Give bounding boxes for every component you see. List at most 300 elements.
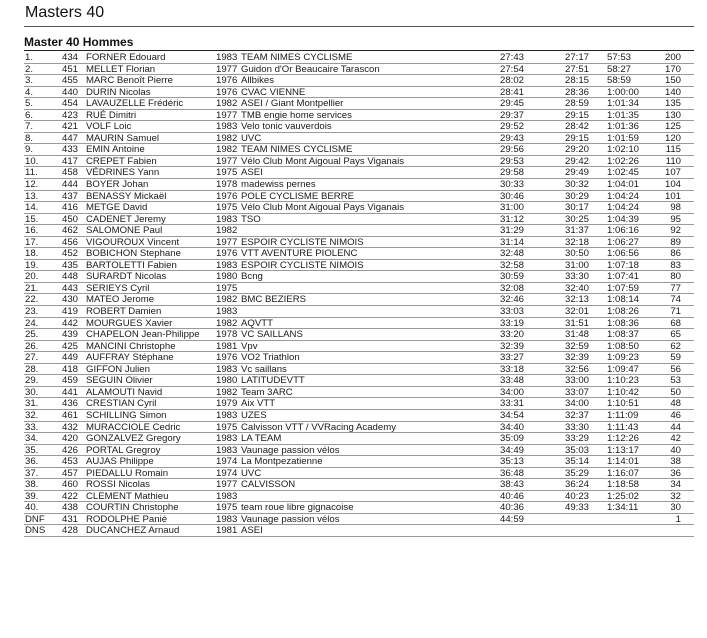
lap-time-2-cell: 31:48 bbox=[565, 329, 590, 341]
rider-name-cell: GIFFON Julien bbox=[86, 363, 150, 375]
bib-number-cell: 459 bbox=[61, 375, 78, 387]
lap-time-1-cell: 34:54 bbox=[500, 409, 525, 421]
birth-year-cell: 1982 bbox=[216, 386, 238, 398]
club-cell: Bcng bbox=[241, 271, 263, 283]
lap-time-1-cell: 28:02 bbox=[500, 75, 525, 87]
rank-cell: 5. bbox=[25, 98, 34, 110]
bib-number-cell: 428 bbox=[61, 525, 78, 537]
points-cell: 68 bbox=[670, 317, 681, 329]
rank-cell: DNS bbox=[25, 525, 46, 537]
club-cell: ESPOIR CYCLISTE NIMOIS bbox=[241, 236, 364, 248]
rider-name-cell: SEGUIN Olivier bbox=[86, 375, 153, 387]
rank-cell: 18. bbox=[25, 248, 39, 260]
rank-cell: 40. bbox=[25, 502, 39, 514]
bib-number-cell: 417 bbox=[61, 155, 78, 167]
total-time-cell: 1:04:39 bbox=[607, 213, 640, 225]
result-row bbox=[24, 514, 694, 526]
club-cell: Vpv bbox=[241, 340, 258, 352]
points-cell: 50 bbox=[670, 386, 681, 398]
points-cell: 170 bbox=[664, 63, 681, 75]
result-row bbox=[24, 306, 694, 318]
bib-number-cell: 458 bbox=[61, 167, 78, 179]
total-time-cell: 1:04:24 bbox=[607, 202, 640, 214]
birth-year-cell: 1976 bbox=[216, 352, 238, 364]
rank-cell: DNF bbox=[25, 513, 45, 525]
points-cell: 135 bbox=[664, 98, 681, 110]
birth-year-cell: 1983 bbox=[216, 444, 238, 456]
points-cell: 86 bbox=[670, 248, 681, 260]
lap-time-2-cell: 34:00 bbox=[565, 398, 590, 410]
total-time-cell: 1:11:09 bbox=[607, 409, 639, 421]
club-cell: Vélo Club Mont Aigoual Pays Viganais bbox=[241, 155, 405, 167]
lap-time-1-cell: 29:37 bbox=[500, 109, 525, 121]
birth-year-cell: 1983 bbox=[216, 490, 238, 502]
rider-name-cell: SERIEYS Cyril bbox=[86, 282, 150, 294]
lap-time-2-cell: 32:39 bbox=[565, 352, 590, 364]
rank-cell: 12. bbox=[25, 179, 39, 191]
rank-cell: 11. bbox=[25, 167, 38, 179]
rank-cell: 1. bbox=[25, 52, 34, 63]
result-row bbox=[24, 433, 694, 445]
lap-time-1-cell: 33:48 bbox=[500, 375, 525, 387]
total-time-cell: 1:08:26 bbox=[607, 306, 640, 318]
lap-time-1-cell: 32:48 bbox=[500, 248, 525, 260]
points-cell: 150 bbox=[664, 75, 681, 87]
results-table bbox=[24, 52, 694, 537]
rank-cell: 38. bbox=[25, 479, 39, 491]
lap-time-1-cell: 30:46 bbox=[500, 190, 525, 202]
birth-year-cell: 1977 bbox=[216, 63, 238, 75]
club-cell: BMC BEZIERS bbox=[241, 294, 307, 306]
rider-name-cell: MELLET Florian bbox=[86, 63, 156, 75]
points-cell: 56 bbox=[670, 363, 681, 375]
club-cell: Allbikes bbox=[241, 75, 275, 87]
bib-number-cell: 447 bbox=[61, 132, 78, 144]
birth-year-cell: 1983 bbox=[216, 213, 238, 225]
total-time-cell: 1:00:00 bbox=[607, 86, 640, 98]
total-time-cell: 1:06:16 bbox=[607, 225, 640, 237]
rank-cell: 16. bbox=[25, 225, 39, 237]
birth-year-cell: 1978 bbox=[216, 329, 238, 341]
points-cell: 104 bbox=[664, 179, 681, 191]
bib-number-cell: 456 bbox=[61, 236, 78, 248]
rank-cell: 14. bbox=[25, 202, 39, 214]
bib-number-cell: 442 bbox=[61, 317, 78, 329]
rank-cell: 35. bbox=[25, 444, 39, 456]
lap-time-1-cell: 34:00 bbox=[500, 386, 525, 398]
lap-time-1-cell: 29:58 bbox=[500, 167, 525, 179]
birth-year-cell: 1977 bbox=[216, 155, 238, 167]
lap-time-2-cell: 28:59 bbox=[565, 98, 590, 110]
rank-cell: 7. bbox=[25, 121, 34, 133]
lap-time-2-cell: 29:20 bbox=[565, 144, 590, 156]
result-row bbox=[24, 318, 694, 330]
rider-name-cell: MARC Benoît Pierre bbox=[86, 75, 173, 87]
club-cell: UVC bbox=[241, 467, 262, 479]
result-row bbox=[24, 525, 694, 537]
points-cell: 130 bbox=[664, 109, 681, 121]
total-time-cell: 1:04:01 bbox=[607, 179, 640, 191]
lap-time-1-cell: 31:14 bbox=[500, 236, 525, 248]
lap-time-2-cell: 27:51 bbox=[565, 63, 590, 75]
rank-cell: 3. bbox=[25, 75, 34, 87]
total-time-cell: 1:10:23 bbox=[607, 375, 640, 387]
lap-time-1-cell: 38:43 bbox=[500, 479, 525, 491]
total-time-cell: 1:08:14 bbox=[607, 294, 640, 306]
birth-year-cell: 1975 bbox=[216, 502, 238, 514]
result-row bbox=[24, 329, 694, 341]
total-time-cell: 1:07:18 bbox=[607, 259, 640, 271]
birth-year-cell: 1977 bbox=[216, 236, 238, 248]
birth-year-cell: 1983 bbox=[216, 513, 238, 525]
birth-year-cell: 1977 bbox=[216, 479, 238, 491]
points-cell: 42 bbox=[670, 433, 681, 445]
lap-time-1-cell: 33:27 bbox=[500, 352, 525, 364]
result-row bbox=[24, 260, 694, 272]
lap-time-1-cell: 27:43 bbox=[500, 52, 525, 63]
rider-name-cell: ROSSI Nicolas bbox=[86, 479, 150, 491]
birth-year-cell: 1983 bbox=[216, 433, 238, 445]
result-row bbox=[24, 202, 694, 214]
lap-time-2-cell: 33:29 bbox=[565, 433, 590, 445]
points-cell: 83 bbox=[670, 259, 681, 271]
rider-name-cell: ROBERT Damien bbox=[86, 306, 162, 318]
lap-time-1-cell: 32:58 bbox=[500, 259, 525, 271]
points-cell: 32 bbox=[670, 490, 681, 502]
rank-cell: 39. bbox=[25, 490, 39, 502]
rider-name-cell: GONZALVEZ Gregory bbox=[86, 433, 181, 445]
bib-number-cell: 449 bbox=[61, 352, 78, 364]
club-cell: Team 3ARC bbox=[241, 386, 293, 398]
total-time-cell: 57:53 bbox=[607, 52, 632, 63]
lap-time-1-cell: 44:59 bbox=[500, 513, 525, 525]
bib-number-cell: 455 bbox=[61, 75, 78, 87]
birth-year-cell: 1976 bbox=[216, 86, 238, 98]
rider-name-cell: CLEMENT Mathieu bbox=[86, 490, 169, 502]
result-row bbox=[24, 271, 694, 283]
lap-time-2-cell: 32:37 bbox=[565, 409, 590, 421]
club-cell: Vaunage passion vélos bbox=[241, 444, 340, 456]
rank-cell: 15. bbox=[25, 213, 39, 225]
club-cell: CALVISSON bbox=[241, 479, 296, 491]
result-row bbox=[24, 491, 694, 503]
points-cell: 89 bbox=[670, 236, 681, 248]
result-row bbox=[24, 110, 694, 122]
rider-name-cell: PIEDALLU Romain bbox=[86, 467, 169, 479]
lap-time-1-cell: 34:49 bbox=[500, 444, 525, 456]
lap-time-2-cell: 29:15 bbox=[565, 109, 590, 121]
bib-number-cell: 434 bbox=[61, 52, 78, 63]
lap-time-1-cell: 30:33 bbox=[500, 179, 525, 191]
club-cell: Aix VTT bbox=[241, 398, 276, 410]
rider-name-cell: MURACCIOLE Cedric bbox=[86, 421, 181, 433]
lap-time-2-cell: 32:40 bbox=[565, 282, 590, 294]
bib-number-cell: 454 bbox=[61, 98, 78, 110]
bib-number-cell: 423 bbox=[61, 109, 78, 121]
bib-number-cell: 439 bbox=[61, 329, 78, 341]
birth-year-cell: 1982 bbox=[216, 144, 238, 156]
lap-time-2-cell: 35:03 bbox=[565, 444, 590, 456]
total-time-cell: 1:13:17 bbox=[607, 444, 640, 456]
rider-name-cell: EMIN Antoine bbox=[86, 144, 145, 156]
lap-time-2-cell: 29:49 bbox=[565, 167, 590, 179]
result-row bbox=[24, 398, 694, 410]
club-cell: TEAM NIMES CYCLISME bbox=[241, 52, 353, 63]
lap-time-2-cell: 32:01 bbox=[565, 306, 590, 318]
club-cell: team roue libre gignacoise bbox=[241, 502, 354, 514]
lap-time-1-cell: 27:54 bbox=[500, 63, 525, 75]
lap-time-2-cell: 31:37 bbox=[565, 225, 590, 237]
points-cell: 200 bbox=[664, 52, 681, 63]
lap-time-1-cell: 28:41 bbox=[500, 86, 525, 98]
club-cell: La Montpezatienne bbox=[241, 456, 323, 468]
result-row bbox=[24, 410, 694, 422]
rank-cell: 8. bbox=[25, 132, 34, 144]
total-time-cell: 1:07:41 bbox=[607, 271, 640, 283]
rider-name-cell: MOURGUES Xavier bbox=[86, 317, 173, 329]
bib-number-cell: 419 bbox=[61, 306, 78, 318]
rank-cell: 4. bbox=[25, 86, 34, 98]
result-row bbox=[24, 179, 694, 191]
lap-time-2-cell: 32:13 bbox=[565, 294, 590, 306]
result-row bbox=[24, 144, 694, 156]
page-title: Masters 40 bbox=[25, 4, 105, 21]
birth-year-cell: 1979 bbox=[216, 398, 238, 410]
result-row bbox=[24, 98, 694, 110]
club-cell: VTT AVENTURE PIOLENC bbox=[241, 248, 358, 260]
lap-time-1-cell: 40:46 bbox=[500, 490, 525, 502]
total-time-cell: 1:02:45 bbox=[607, 167, 640, 179]
total-time-cell: 1:34:11 bbox=[607, 502, 639, 514]
bib-number-cell: 440 bbox=[61, 86, 78, 98]
points-cell: 125 bbox=[664, 121, 681, 133]
club-cell: ASEI / Giant Montpellier bbox=[241, 98, 344, 110]
rank-cell: 34. bbox=[25, 433, 39, 445]
points-cell: 98 bbox=[670, 202, 681, 214]
bib-number-cell: 435 bbox=[61, 259, 78, 271]
birth-year-cell: 1974 bbox=[216, 467, 238, 479]
rank-cell: 30. bbox=[25, 386, 39, 398]
result-row bbox=[24, 341, 694, 353]
rank-cell: 27. bbox=[25, 352, 39, 364]
club-cell: Velo tonic vauverdois bbox=[241, 121, 332, 133]
lap-time-1-cell: 35:09 bbox=[500, 433, 525, 445]
rank-cell: 9. bbox=[25, 144, 34, 156]
bib-number-cell: 448 bbox=[61, 271, 78, 283]
rider-name-cell: MATEO Jerome bbox=[86, 294, 155, 306]
club-cell: CVAC VIENNE bbox=[241, 86, 306, 98]
result-row bbox=[24, 456, 694, 468]
rank-cell: 31. bbox=[25, 398, 39, 410]
rank-cell: 21. bbox=[25, 282, 39, 294]
total-time-cell: 1:02:10 bbox=[607, 144, 640, 156]
rider-name-cell: SURARDT Nicolas bbox=[86, 271, 167, 283]
points-cell: 120 bbox=[664, 132, 681, 144]
result-row bbox=[24, 248, 694, 260]
lap-time-2-cell: 35:29 bbox=[565, 467, 590, 479]
result-row bbox=[24, 167, 694, 179]
result-row bbox=[24, 445, 694, 457]
birth-year-cell: 1976 bbox=[216, 190, 238, 202]
club-cell: VO2 Triathlon bbox=[241, 352, 300, 364]
bib-number-cell: 461 bbox=[61, 409, 78, 421]
total-time-cell: 1:08:50 bbox=[607, 340, 640, 352]
rider-name-cell: VOLF Loic bbox=[86, 121, 132, 133]
lap-time-2-cell: 49:33 bbox=[565, 502, 590, 514]
bib-number-cell: 433 bbox=[61, 144, 78, 156]
rider-name-cell: RODOLPHE Panié bbox=[86, 513, 168, 525]
club-cell: ASEI bbox=[241, 525, 263, 537]
birth-year-cell: 1983 bbox=[216, 121, 238, 133]
rank-cell: 13. bbox=[25, 190, 39, 202]
total-time-cell: 1:12:26 bbox=[607, 433, 640, 445]
rank-cell: 6. bbox=[25, 109, 34, 121]
result-row bbox=[24, 468, 694, 480]
lap-time-1-cell: 29:52 bbox=[500, 121, 525, 133]
points-cell: 80 bbox=[670, 271, 681, 283]
rider-name-cell: COURTIN Christophe bbox=[86, 502, 179, 514]
rank-cell: 19. bbox=[25, 259, 39, 271]
rider-name-cell: DUCANCHEZ Arnaud bbox=[86, 525, 180, 537]
lap-time-1-cell: 40:36 bbox=[500, 502, 525, 514]
lap-time-1-cell: 31:12 bbox=[500, 213, 525, 225]
rider-name-cell: METGE David bbox=[86, 202, 148, 214]
rider-name-cell: BOBICHON Stephane bbox=[86, 248, 181, 260]
lap-time-1-cell: 29:45 bbox=[500, 98, 525, 110]
rider-name-cell: BENASSY Mickaël bbox=[86, 190, 167, 202]
bib-number-cell: 425 bbox=[61, 340, 78, 352]
bib-number-cell: 431 bbox=[61, 513, 78, 525]
result-row bbox=[24, 214, 694, 226]
bib-number-cell: 421 bbox=[61, 121, 78, 133]
club-cell: VC SAILLANS bbox=[241, 329, 303, 341]
lap-time-1-cell: 32:46 bbox=[500, 294, 525, 306]
section-title: Master 40 Hommes bbox=[24, 35, 134, 49]
total-time-cell: 1:08:37 bbox=[607, 329, 640, 341]
total-time-cell: 58:59 bbox=[607, 75, 632, 87]
points-cell: 77 bbox=[670, 282, 681, 294]
birth-year-cell: 1981 bbox=[216, 340, 238, 352]
bib-number-cell: 438 bbox=[61, 502, 78, 514]
lap-time-2-cell: 30:17 bbox=[565, 202, 590, 214]
rank-cell: 25. bbox=[25, 329, 39, 341]
total-time-cell: 1:09:23 bbox=[607, 352, 640, 364]
bib-number-cell: 443 bbox=[61, 282, 78, 294]
lap-time-2-cell: 29:42 bbox=[565, 155, 590, 167]
lap-time-2-cell: 40:23 bbox=[565, 490, 590, 502]
result-row bbox=[24, 156, 694, 168]
bib-number-cell: 430 bbox=[61, 294, 78, 306]
birth-year-cell: 1975 bbox=[216, 421, 238, 433]
points-cell: 74 bbox=[670, 294, 681, 306]
total-time-cell: 1:01:59 bbox=[607, 132, 640, 144]
result-row bbox=[24, 121, 694, 133]
rider-name-cell: SALOMONE Paul bbox=[86, 225, 163, 237]
club-cell: UZES bbox=[241, 409, 267, 421]
rider-name-cell: BOYER Johan bbox=[86, 179, 149, 191]
club-cell: POLE CYCLISME BERRE bbox=[241, 190, 355, 202]
rider-name-cell: CHAPELON Jean-Philippe bbox=[86, 329, 200, 341]
total-time-cell: 1:04:24 bbox=[607, 190, 640, 202]
club-cell: LA TEAM bbox=[241, 433, 282, 445]
lap-time-2-cell: 32:56 bbox=[565, 363, 590, 375]
points-cell: 40 bbox=[670, 444, 681, 456]
bib-number-cell: 457 bbox=[61, 467, 78, 479]
rider-name-cell: BARTOLETTI Fabien bbox=[86, 259, 177, 271]
lap-time-2-cell: 28:36 bbox=[565, 86, 590, 98]
birth-year-cell: 1981 bbox=[216, 525, 238, 537]
rider-name-cell: ALAMOUTI Navid bbox=[86, 386, 163, 398]
rank-cell: 23. bbox=[25, 306, 39, 318]
result-row bbox=[24, 191, 694, 203]
total-time-cell: 1:06:27 bbox=[607, 236, 640, 248]
bib-number-cell: 441 bbox=[61, 386, 78, 398]
result-row bbox=[24, 352, 694, 364]
result-row bbox=[24, 225, 694, 237]
points-cell: 44 bbox=[670, 421, 681, 433]
lap-time-2-cell: 32:18 bbox=[565, 236, 590, 248]
points-cell: 65 bbox=[670, 329, 681, 341]
rank-cell: 36. bbox=[25, 456, 39, 468]
lap-time-2-cell: 27:17 bbox=[565, 52, 590, 63]
lap-time-2-cell: 33:30 bbox=[565, 271, 590, 283]
club-cell: Calvisson VTT / VVRacing Academy bbox=[241, 421, 396, 433]
birth-year-cell: 1980 bbox=[216, 375, 238, 387]
section-divider bbox=[24, 50, 694, 51]
bib-number-cell: 422 bbox=[61, 490, 78, 502]
points-cell: 30 bbox=[670, 502, 681, 514]
total-time-cell: 1:25:02 bbox=[607, 490, 640, 502]
bib-number-cell: 437 bbox=[61, 190, 78, 202]
points-cell: 115 bbox=[665, 144, 681, 156]
total-time-cell: 1:10:51 bbox=[607, 398, 640, 410]
bib-number-cell: 420 bbox=[61, 433, 78, 445]
result-row bbox=[24, 479, 694, 491]
rider-name-cell: AUJAS Philippe bbox=[86, 456, 154, 468]
birth-year-cell: 1983 bbox=[216, 409, 238, 421]
rank-cell: 28. bbox=[25, 363, 39, 375]
rider-name-cell: VIGOUROUX Vincent bbox=[86, 236, 180, 248]
rider-name-cell: CADENET Jeremy bbox=[86, 213, 166, 225]
total-time-cell: 1:10:42 bbox=[607, 386, 640, 398]
result-row bbox=[24, 75, 694, 87]
total-time-cell: 1:01:34 bbox=[607, 98, 640, 110]
points-cell: 46 bbox=[670, 409, 681, 421]
points-cell: 71 bbox=[670, 306, 681, 318]
club-cell: madewiss pernes bbox=[241, 179, 316, 191]
birth-year-cell: 1974 bbox=[216, 456, 238, 468]
birth-year-cell: 1983 bbox=[216, 52, 238, 63]
lap-time-1-cell: 34:40 bbox=[500, 421, 525, 433]
lap-time-1-cell: 33:20 bbox=[500, 329, 525, 341]
points-cell: 95 bbox=[670, 213, 681, 225]
birth-year-cell: 1982 bbox=[216, 317, 238, 329]
points-cell: 62 bbox=[670, 340, 681, 352]
club-cell: Guidon d'Or Beaucaire Tarascon bbox=[241, 63, 380, 75]
lap-time-1-cell: 29:53 bbox=[500, 155, 525, 167]
rider-name-cell: SCHILLING Simon bbox=[86, 409, 167, 421]
bib-number-cell: 426 bbox=[61, 444, 78, 456]
total-time-cell: 1:14:01 bbox=[607, 456, 640, 468]
rider-name-cell: MAURIN Samuel bbox=[86, 132, 160, 144]
lap-time-1-cell: 32:39 bbox=[500, 340, 525, 352]
lap-time-1-cell: 33:19 bbox=[500, 317, 525, 329]
lap-time-1-cell: 29:56 bbox=[500, 144, 525, 156]
points-cell: 38 bbox=[670, 456, 681, 468]
rider-name-cell: LAVAUZELLE Frédéric bbox=[86, 98, 184, 110]
points-cell: 59 bbox=[670, 352, 681, 364]
birth-year-cell: 1982 bbox=[216, 225, 238, 237]
